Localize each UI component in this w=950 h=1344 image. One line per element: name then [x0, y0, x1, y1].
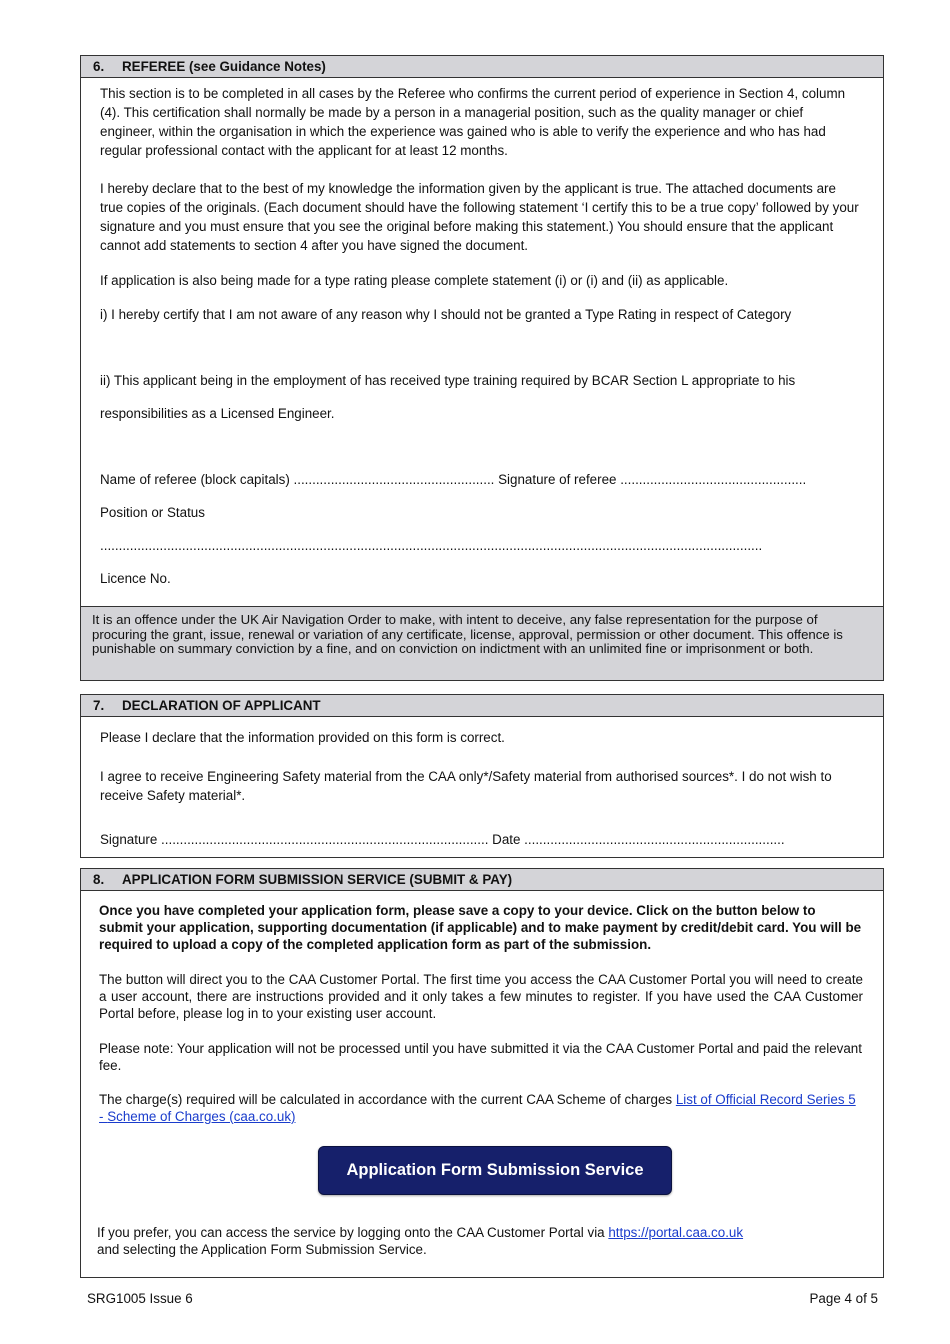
section-8-header — [81, 869, 883, 891]
section-referee — [80, 55, 884, 681]
prefer-text-2: and selecting the Application Form Submission Service. — [97, 1242, 427, 1257]
position-dotted-line[interactable]: .................................................................................................................................................................................. — [100, 538, 763, 553]
section-submission-service — [80, 868, 884, 1278]
submission-instructions: Once you have completed your application form, please save a copy to your device. Click on the button below to submit your application, supporting documentation (if applicable) and to make payment by credit/debit card. You will be required to upload a copy of the completed application form as part of the submission. — [99, 903, 862, 952]
section-8-title: APPLICATION FORM SUBMISSION SERVICE (SUBMIT & PAY) — [122, 872, 513, 887]
processing-note: Please note: Your application will not be processed until you have submitted it via the CAA Customer Portal and paid the relevant fee. — [99, 1041, 862, 1073]
section-7-title: DECLARATION OF APPLICANT — [122, 698, 321, 713]
statement-ii: ii) This applicant being in the employment of has received type training required by BCAR Section L appropriate to his — [100, 373, 796, 388]
applicant-declare: Please I declare that the information provided on this form is correct. — [100, 730, 505, 745]
section-6-title: REFEREE (see Guidance Notes) — [122, 59, 326, 74]
document-id: SRG1005 Issue 6 — [87, 1291, 193, 1306]
scheme-of-charges-link[interactable]: Scheme of Charges (caa.co.uk) — [107, 1109, 296, 1124]
section-6-header — [81, 56, 883, 78]
section-6-number: 6. — [93, 59, 105, 74]
section-7-header — [81, 695, 883, 717]
statement-ii-continued: responsibilities as a Licensed Engineer. — [100, 406, 335, 421]
application-form-submission-button[interactable]: Application Form Submission Service — [318, 1146, 672, 1195]
section-8-number: 8. — [93, 872, 105, 887]
section-7-number: 7. — [93, 698, 105, 713]
statement-i: i) I hereby certify that I am not aware of any reason why I should not be granted a Type Rating in respect of Category — [100, 307, 792, 322]
page-number: Page 4 of 5 — [809, 1291, 878, 1306]
referee-intro: This section is to be completed in all cases by the Referee who confirms the current period of experience in Section 4, column (4). This certification shall normally be made by a person in a managerial position, such as the quality manager or chief engineer, within the organisation in which the experience was gained who is able to verify the experience and who has had regular professional contact with the applicant for at least 12 months. — [100, 86, 846, 158]
portal-link[interactable]: https://portal.caa.co.uk — [608, 1225, 744, 1240]
position-label: Position or Status — [100, 505, 205, 520]
type-rating-note: If application is also being made for a type rating please complete statement (i) or (i) and (ii) as applicable. — [100, 273, 729, 288]
official-record-link[interactable]: List of Official Record Series 5 - — [99, 1092, 856, 1124]
licence-label: Licence No. — [100, 571, 171, 586]
referee-declaration: I hereby declare that to the best of my knowledge the information given by the applicant is true. The attached documents are true copies of the originals. (Each document should have the following statement ‘I certify this to be a true copy’ followed by your signature and you must ensure that you see the original before making this statement.) You should ensure that the applicant cannot add statements to section 4 after you have signed the document. — [100, 181, 859, 253]
safety-material-statement: I agree to receive Engineering Safety material from the CAA only*/Safety material from authorised sources*. I do not wish to receive Safety material*. — [100, 769, 832, 803]
charges-paragraph — [99, 1091, 863, 1125]
section-declaration — [80, 694, 884, 858]
portal-info: The button will direct you to the CAA Customer Portal. The first time you access the CAA Customer Portal you will need to create a user account, there are instructions provided and it only takes a few minutes to register. If you have used the CAA Customer Portal before, please log in to your existing user account. — [99, 972, 863, 1021]
signature-date-line[interactable]: Signature ........................................................................................ Date ...................................................................... — [100, 832, 785, 847]
referee-name-signature-line[interactable]: Name of referee (block capitals) ...................................................... Signature of referee .................................................. — [100, 472, 807, 487]
offence-warning: It is an offence under the UK Air Navigation Order to make, with intent to deceive, any false representation for the purpose of procuring the grant, issue, renewal or variation of any certificate, license, approval, permission or other document. This offence is punishable on summary conviction by a fine, and on conviction on indictment with an unlimited fine or imprisonment or both. — [81, 606, 883, 680]
prefer-paragraph — [97, 1224, 863, 1258]
charges-text: The charge(s) required will be calculated in accordance with the current CAA Scheme of charges — [99, 1092, 676, 1107]
prefer-text: If you prefer, you can access the service by logging onto the CAA Customer Portal via — [97, 1225, 609, 1240]
